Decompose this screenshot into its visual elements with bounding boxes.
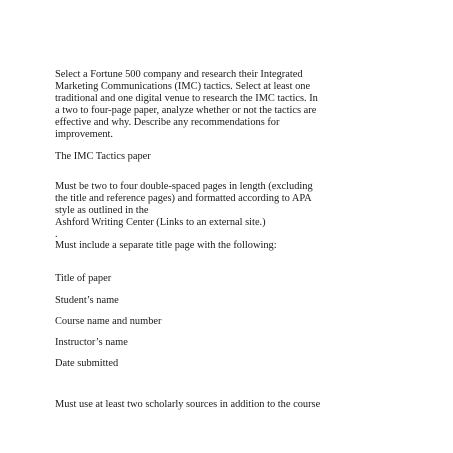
title-page-item-course: Course name and number [55, 316, 162, 327]
title-page-requirement: Must include a separate title page with the following: [55, 240, 277, 251]
paper-heading: The IMC Tactics paper [55, 151, 151, 162]
title-page-item-instructor: Instructor’s name [55, 337, 128, 348]
title-page-item-date: Date submitted [55, 358, 119, 369]
title-page-item-title: Title of paper [55, 273, 112, 284]
length-requirement-paragraph: Must be two to four double-spaced pages in length (excluding the title and reference pages) and formatted according to APA style as outlined in the Ashford Writing Center (Links to an external site.) . [55, 181, 313, 240]
assignment-intro-paragraph: Select a Fortune 500 company and research their Integrated Marketing Communications (IMC) tactics. Select at least one traditional and one digital venue to research the IMC tactics. In a two to four-page paper, analyze whether or not the tactics are effective and why. Describe any recommendations for improvement. [55, 69, 318, 140]
sources-requirement: Must use at least two scholarly sources in addition to the course [55, 399, 321, 410]
title-page-item-student-name: Student’s name [55, 295, 119, 306]
